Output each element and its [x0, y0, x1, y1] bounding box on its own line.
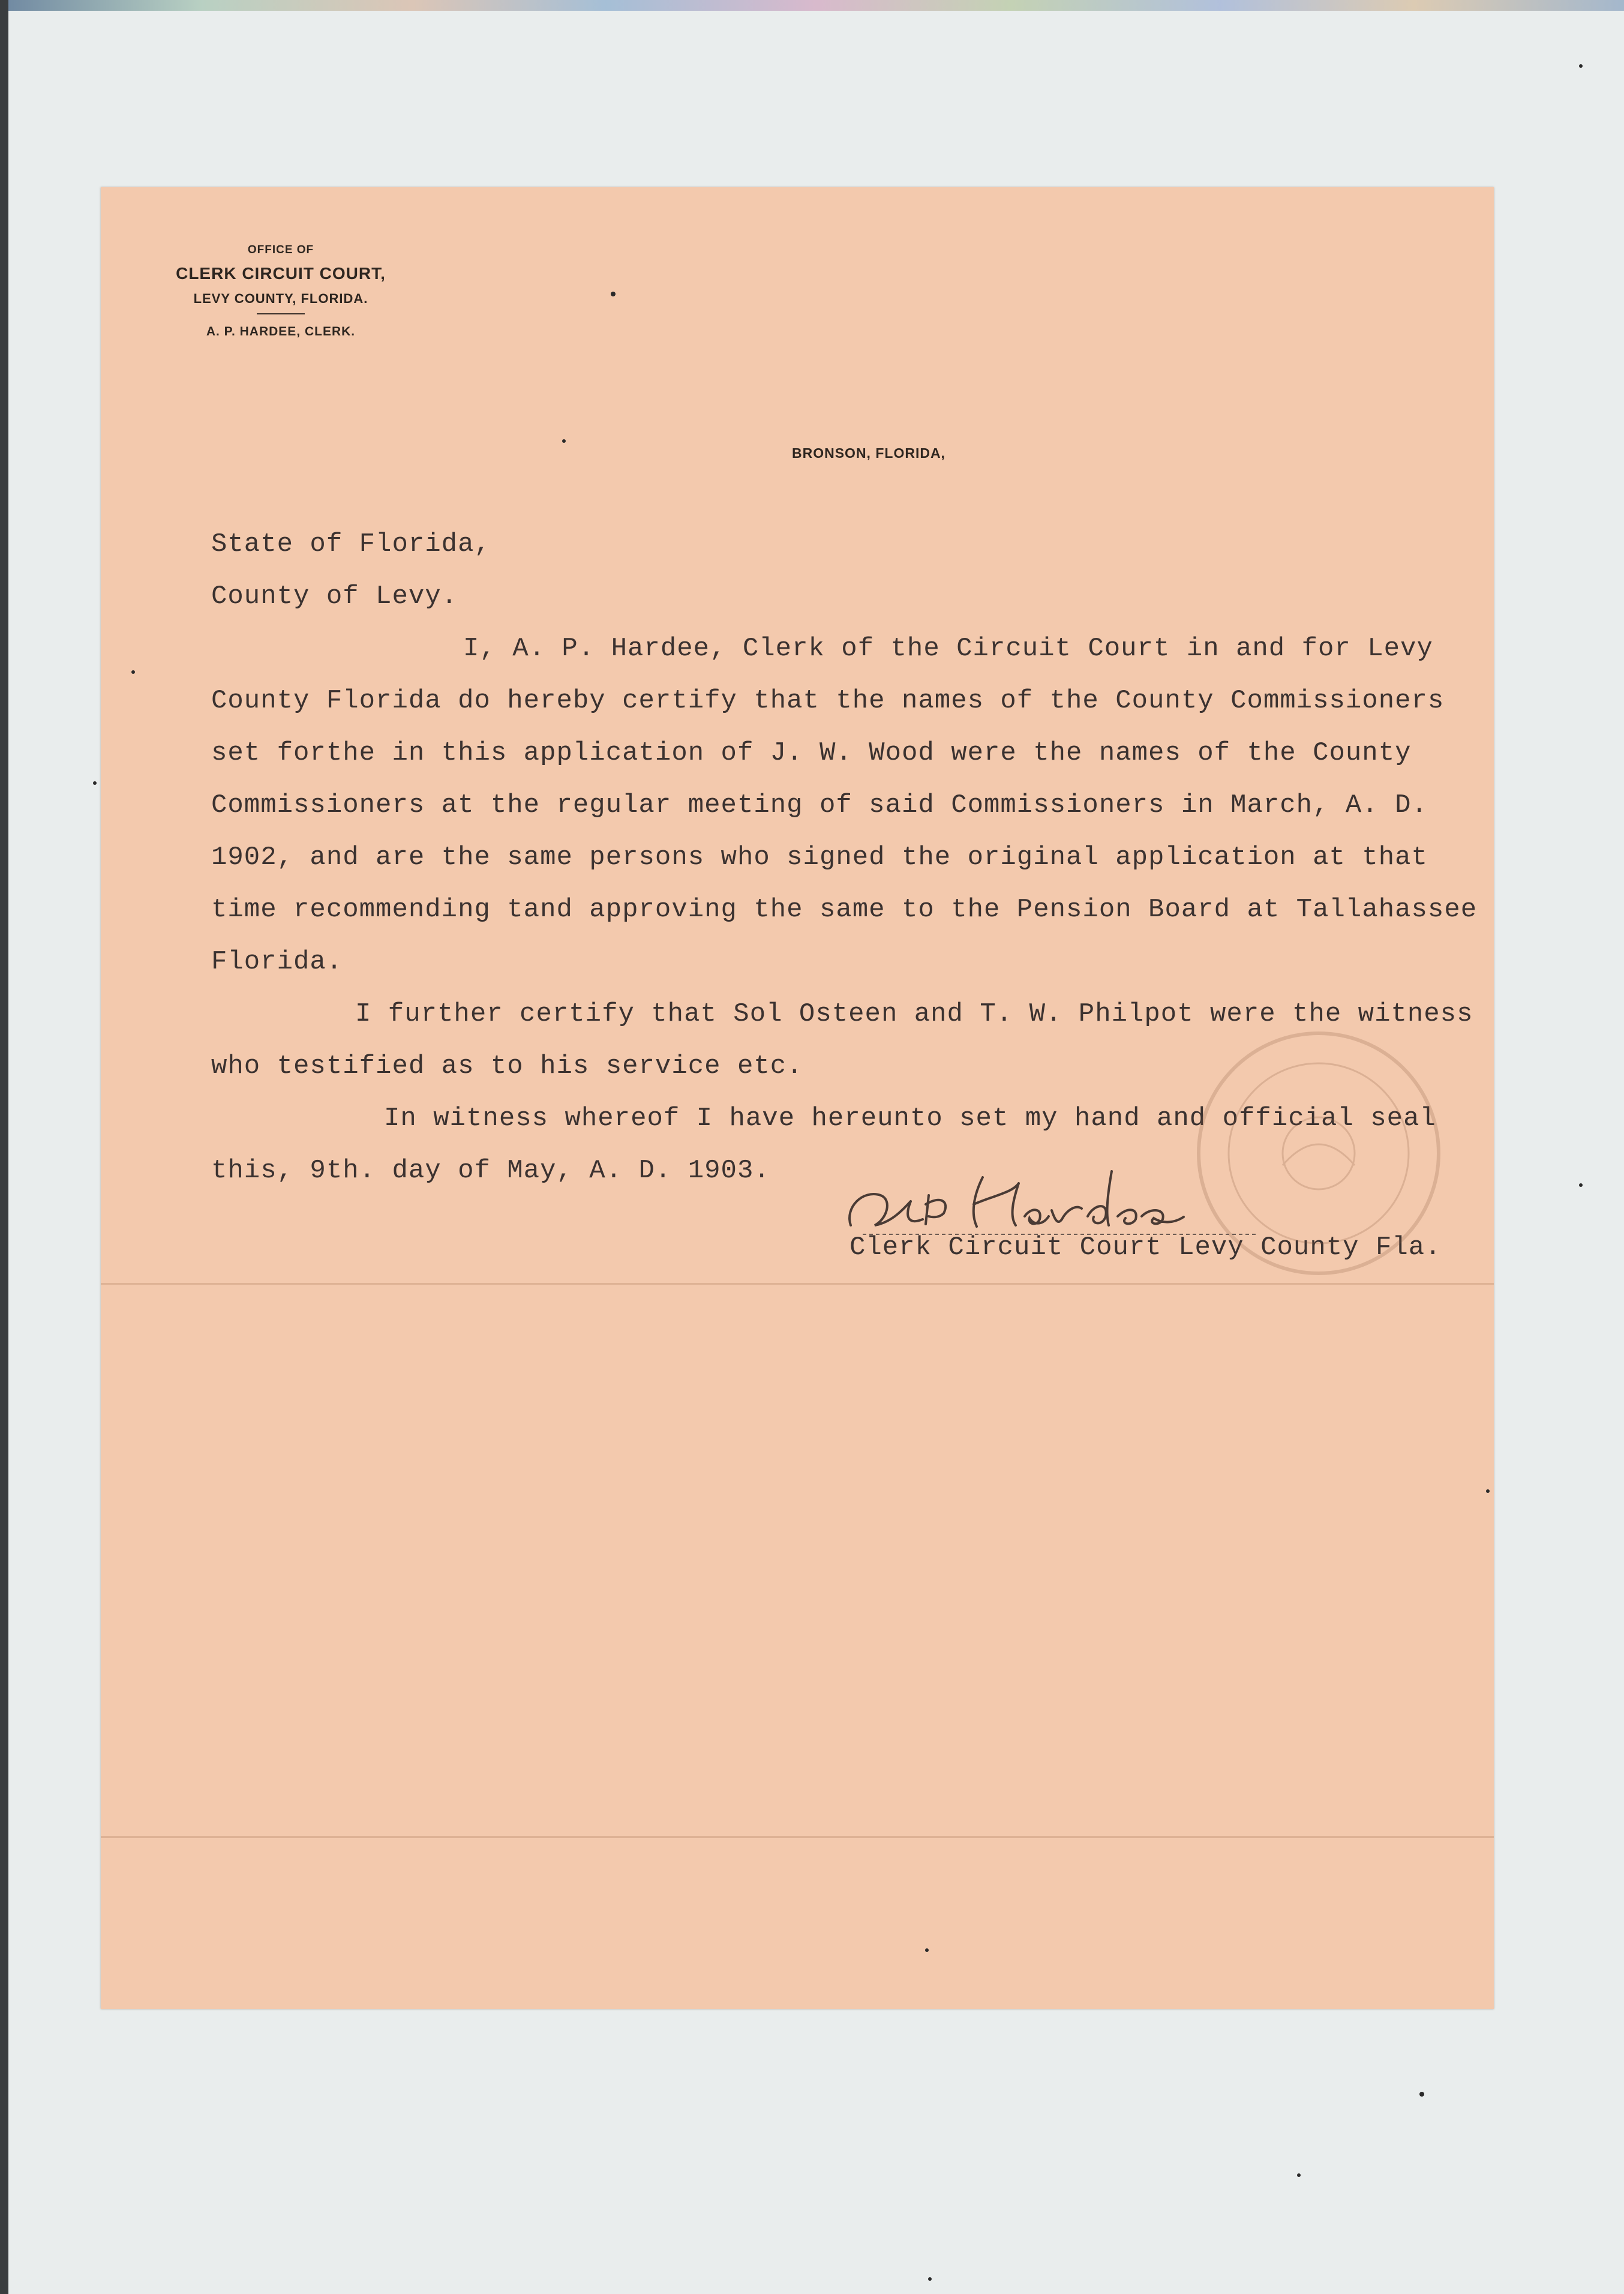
signature-title: Clerk Circuit Court Levy County Fla.: [849, 1233, 1442, 1263]
body-line: In witness whereof I have hereunto set my hand and official seal: [384, 1103, 1436, 1133]
letterhead-court: CLERK CIRCUIT COURT,: [176, 264, 386, 283]
body-line: time recommending tand approving the same to the Pension Board at Tallahassee: [211, 895, 1478, 925]
body-line: Florida.: [211, 947, 343, 977]
place-line: BRONSON, FLORIDA,: [792, 445, 945, 461]
letterhead-clerk: A. P. HARDEE, CLERK.: [206, 325, 356, 338]
body-line: set forthe in this application of J. W. Wood were the names of the County: [211, 738, 1412, 768]
body-line: 1902, and are the same persons who signed the original application at that: [211, 842, 1428, 872]
body-line: I, A. P. Hardee, Clerk of the Circuit Court in and for Levy: [463, 634, 1433, 664]
body-line: this, 9th. day of May, A. D. 1903.: [211, 1156, 770, 1186]
body-line: I further certify that Sol Osteen and T. W. Philpot were the witness: [355, 999, 1473, 1029]
body-line: who testified as to his service etc.: [211, 1051, 803, 1081]
salutation-county: County of Levy.: [211, 581, 458, 611]
letterhead-county: LEVY COUNTY, FLORIDA.: [193, 291, 368, 306]
body-line: Commissioners at the regular meeting of said Commissioners in March, A. D.: [211, 790, 1428, 820]
body-line: County Florida do hereby certify that the names of the County Commissioners: [211, 686, 1445, 716]
salutation-state: State of Florida,: [211, 529, 491, 559]
letterhead-office-of: OFFICE OF: [247, 244, 314, 256]
